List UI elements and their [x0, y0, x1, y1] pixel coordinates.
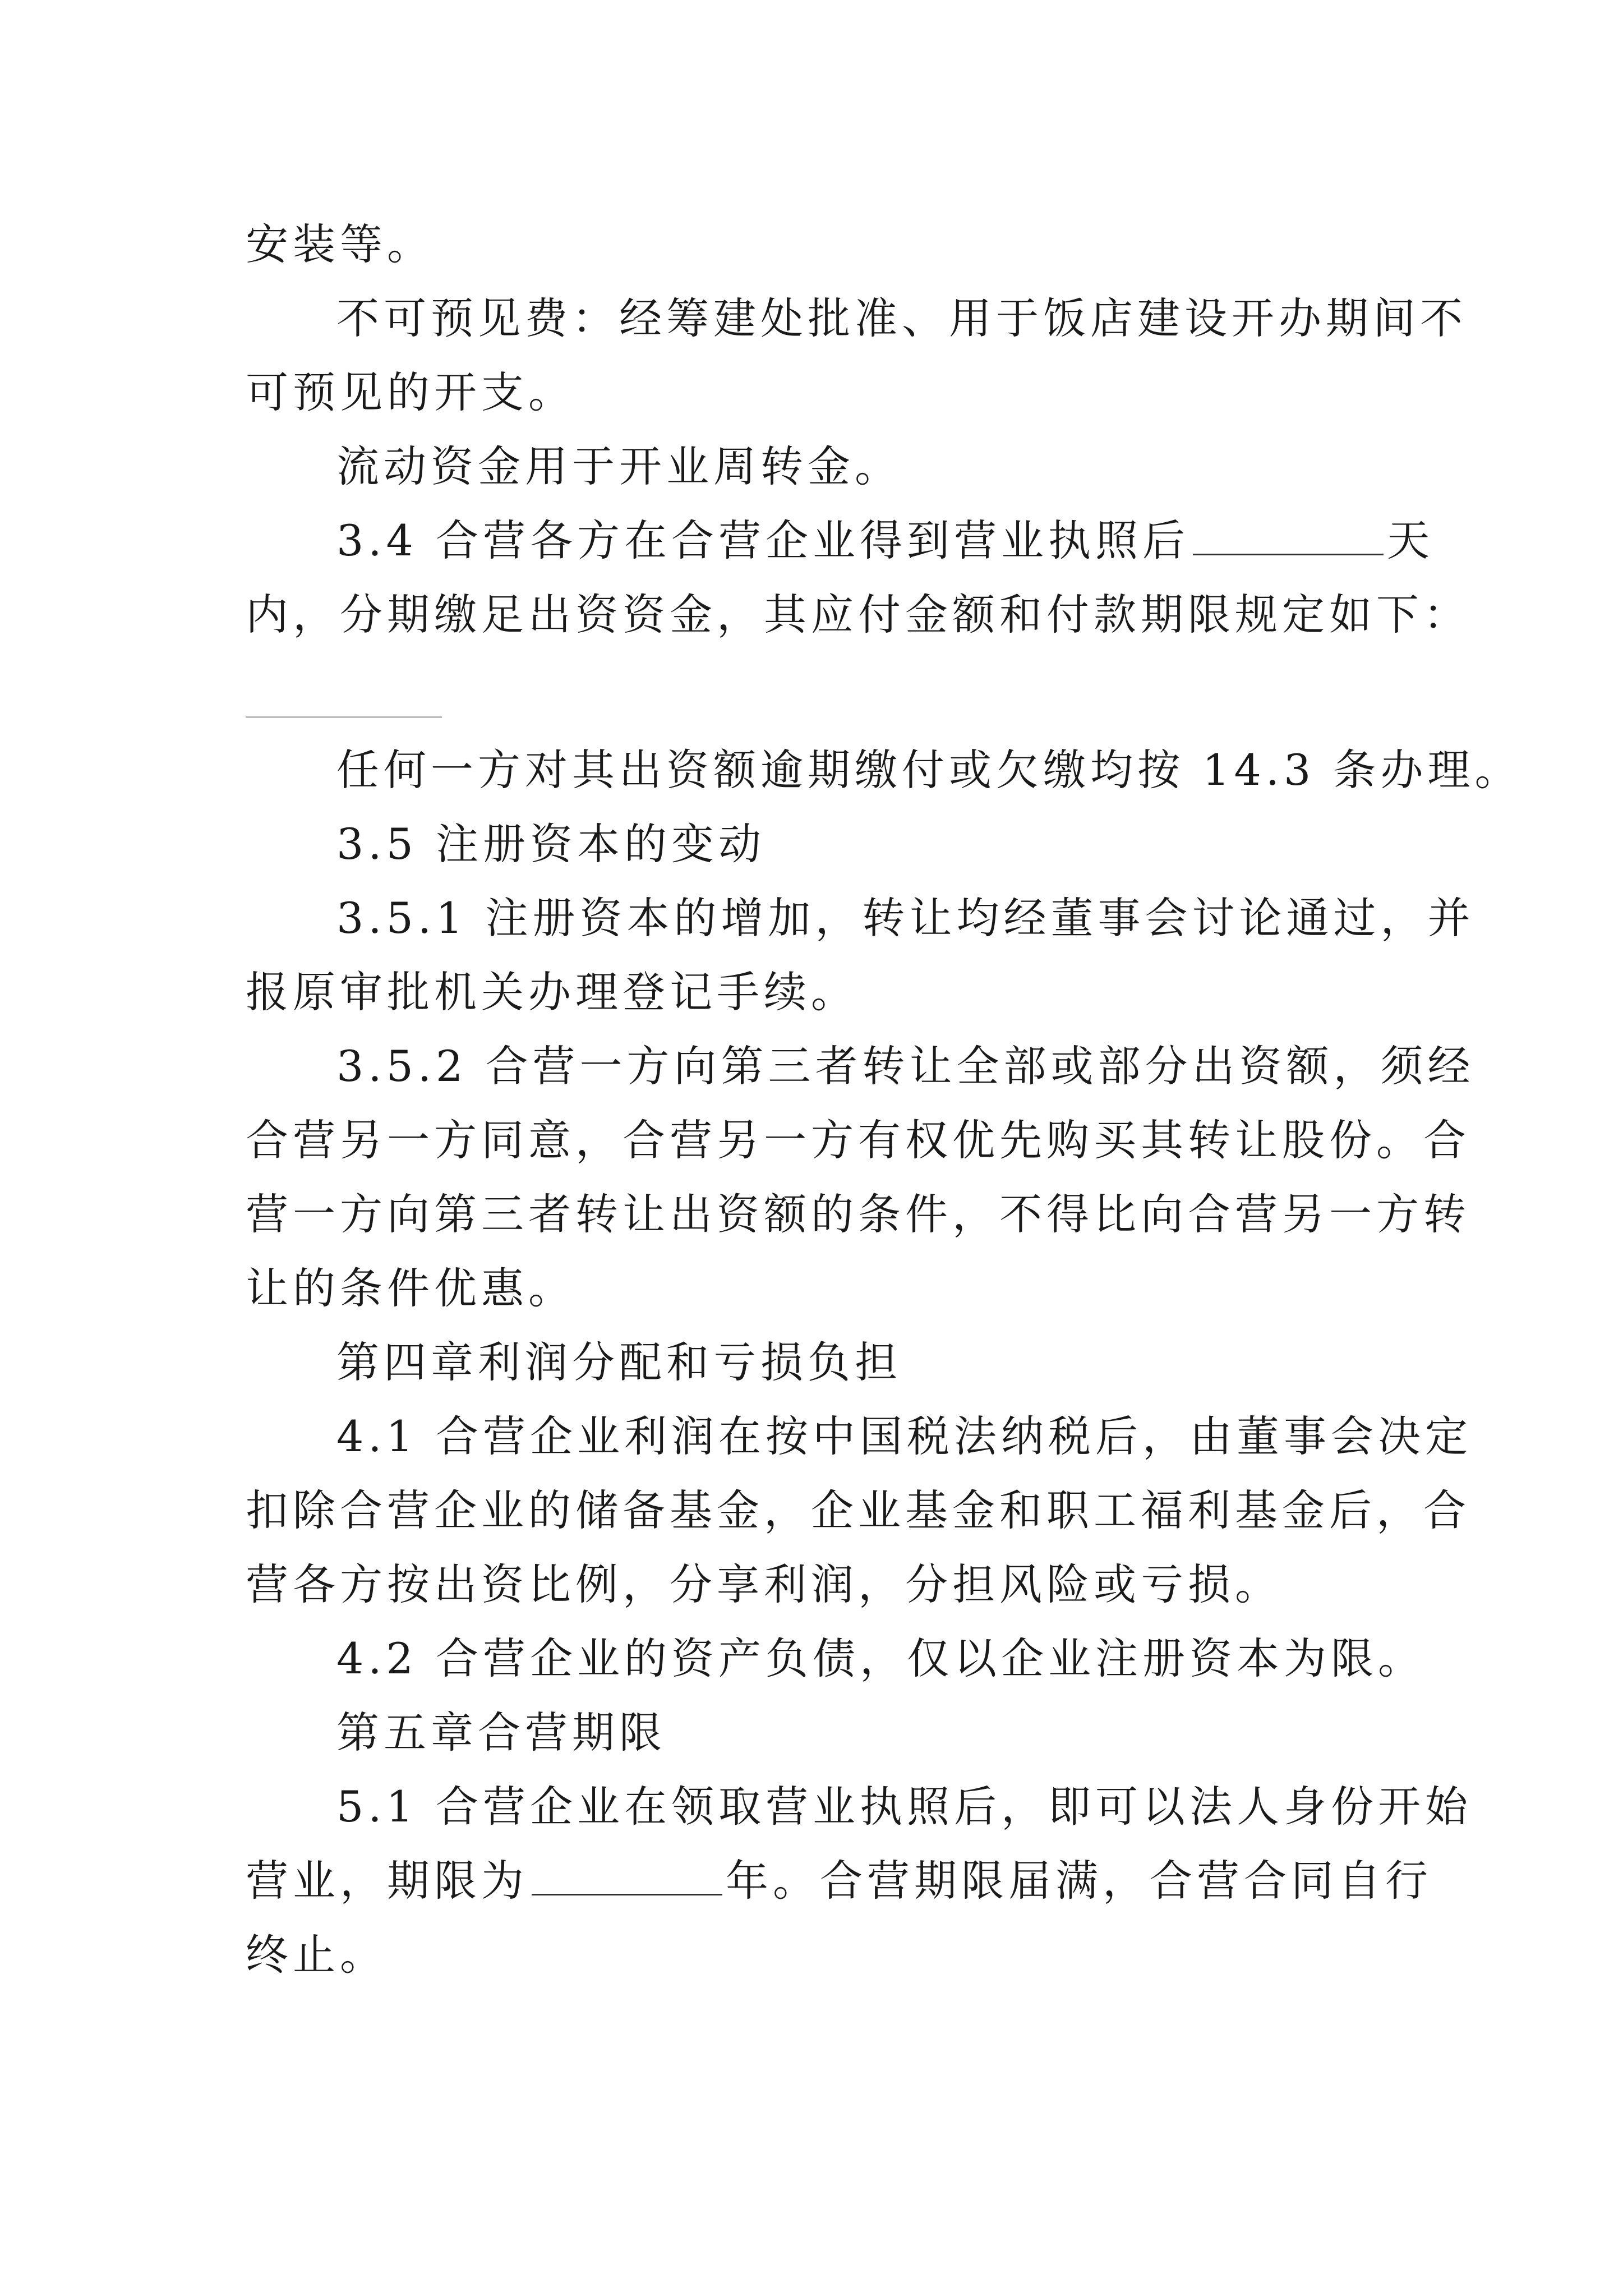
- paragraph-line: [336, 516, 1435, 565]
- paragraph-line: 流动资金用于开业周转金。: [336, 441, 902, 491]
- paragraph-line: 报原审批机关办理登记手续。: [246, 967, 858, 1017]
- paragraph-line: 4.2 合营企业的资产负债，仅以企业注册资本为限。: [336, 1634, 1426, 1683]
- paragraph-line: 合营另一方同意，合营另一方有权优先购买其转让股份。合: [246, 1115, 1470, 1165]
- chapter-heading: 第五章合营期限: [336, 1708, 666, 1757]
- clause-text: 年。合营期限届满，合营合同自行: [726, 1856, 1432, 1906]
- fill-in-blank: [1193, 520, 1384, 555]
- paragraph-line: 内，分期缴足出资资金，其应付金额和付款期限规定如下：: [246, 590, 1470, 639]
- fill-in-blank: [532, 1860, 722, 1895]
- paragraph-line: 让的条件优惠。: [246, 1263, 575, 1313]
- paragraph-line: 3.5.2 合营一方向第三者转让全部或部分出资额，须经: [336, 1041, 1475, 1091]
- paragraph-line: 可预见的开支。: [246, 367, 575, 417]
- paragraph-line: 不可预见费：经筹建处批准、用于饭店建设开办期间不: [336, 293, 1467, 343]
- paragraph-line: [246, 1856, 1432, 1906]
- paragraph-line: 4.1 合营企业利润在按中国税法纳税后，由董事会决定: [336, 1411, 1473, 1461]
- paragraph-line: 任何一方对其出资额逾期缴付或欠缴均按 14.3 条办理。: [336, 745, 1522, 795]
- paragraph-line: 安装等。: [246, 219, 434, 269]
- paragraph-line: 扣除合营企业的储备基金，企业基金和职工福利基金后，合: [246, 1485, 1470, 1535]
- clause-text: 营业，期限为: [246, 1856, 528, 1906]
- section-heading: 3.5 注册资本的变动: [336, 819, 766, 869]
- chapter-heading: 第四章利润分配和亏损负担: [336, 1337, 902, 1387]
- paragraph-line: 3.5.1 注册资本的增加，转让均经董事会讨论通过，并: [336, 893, 1475, 943]
- clause-text: 3.4 合营各方在合营企业得到营业执照后: [336, 516, 1190, 565]
- clause-text: 天: [1387, 516, 1435, 565]
- paragraph-line: 终止。: [246, 1930, 387, 1980]
- paragraph-line: 5.1 合营企业在领取营业执照后，即可以法人身份开始: [336, 1782, 1473, 1832]
- paragraph-line: 营各方按出资比例，分享利润，分担风险或亏损。: [246, 1559, 1282, 1609]
- blank-rule: [246, 716, 442, 718]
- paragraph-line: 营一方向第三者转让出资额的条件，不得比向合营另一方转: [246, 1189, 1470, 1239]
